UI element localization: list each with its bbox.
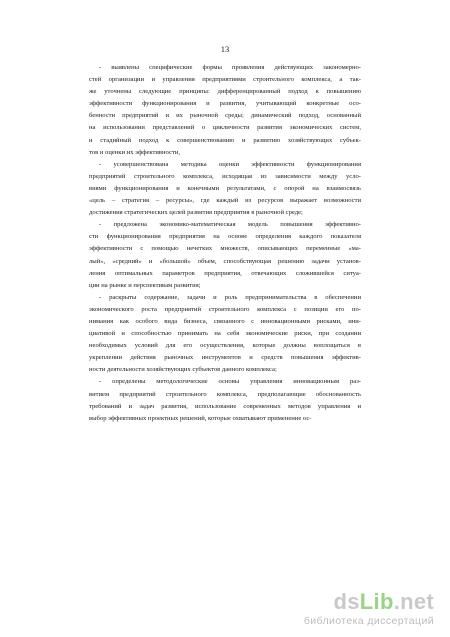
body-text	[89, 62, 361, 425]
paragraph	[89, 62, 361, 159]
text-line: лый», «средний» и «большой» объем, способствующая решению задачи установ-	[89, 257, 361, 265]
text-line: укреплении действия рыночных инструментов и средств повышения эффектив-	[89, 354, 361, 362]
text-line: на использовании представлений о цикличности развития экономических систем,	[89, 124, 361, 132]
text-line: ности деятельности хозяйствующих субъектов данного комплекса;	[89, 366, 277, 374]
text-line: выбор эффективных проектных решений, которые охватывают применение ос-	[89, 414, 312, 422]
watermark-logo-lib: Lib	[359, 589, 394, 614]
text-line: - раскрыты содержание, задачи и роль предпринимательства в обеспечении	[99, 293, 361, 301]
text-line: тов и оценки их эффективности,	[89, 148, 181, 156]
watermark-logo	[334, 589, 434, 615]
paragraph	[89, 219, 361, 292]
text-line: же уточнены следующие принципы: дифференцированный подход к повышению	[89, 88, 361, 96]
text-line: предприятий строительного комплекса, исходящая из зависимости между усло-	[89, 172, 361, 180]
text-line: ции на рынке и перспективам развития;	[89, 281, 201, 289]
text-line: - определены методологические основы управления инновационным раз-	[99, 378, 361, 386]
text-line: экономического роста предприятий строительного комплекса с позиции его по-	[89, 305, 361, 313]
text-line: эффективности функционирования и развития, учитывающий конкретные осо-	[89, 100, 361, 108]
text-line: бенности предприятий и их рыночной среды; динамический подход, основанный	[89, 112, 361, 120]
watermark-logo-net: .net	[393, 589, 434, 614]
text-line: требований и задач развития, использование современных методов управления и	[89, 402, 361, 410]
paragraph	[89, 159, 361, 219]
watermark-logo-ds: ds	[333, 589, 360, 614]
text-line: стей организации и управления предприятиями строительного комплекса, а так-	[89, 76, 361, 84]
text-line: необходимых условий для его осуществления, которые должны воплощаться в	[89, 342, 361, 350]
text-line: витием предприятий строительного комплекса, предполагающие обоснованность	[89, 390, 361, 398]
text-line: нимания как особого вида бизнеса, связанного с инновационными рисками, ини-	[89, 317, 361, 325]
text-line: и стадийный подход к совершенствованию и развитию хозяйствующих субъек-	[89, 136, 361, 144]
page-number: 13	[220, 44, 230, 54]
text-line: - выявлены специфические формы проявления действующих закономерно-	[99, 64, 361, 71]
text-line: сти функционирования предприятия на основе определения каждого показателя	[89, 233, 361, 241]
text-line: ления оптимальных параметров предприятия, отвечающих сложившейся ситуа-	[89, 269, 361, 277]
text-line: эффективности с помощью нечетких множеств, описывающих переменные «ма-	[89, 245, 361, 253]
paragraph	[89, 292, 361, 377]
text-line: - предложена экономико-математическая модель повышения эффективно-	[99, 221, 361, 229]
text-line: виями функционирования и конечными результатами, с опорой на взаимосвязь	[89, 184, 361, 192]
text-line: «цель – стратегия – ресурсы», где каждый из ресурсов выражает возможности	[89, 197, 361, 205]
watermark-tagline: библиотека диссертаций	[303, 615, 434, 627]
dslib-watermark	[274, 589, 434, 629]
text-line: циативой и способностью принимать на себя экономические риски, при создании	[89, 330, 361, 338]
text-line: - усовершенствована методика оценки эффективности функционирования	[99, 160, 361, 168]
text-line: достижения стратегических целей развития предприятия в рыночной среде;	[89, 209, 303, 217]
paragraph	[89, 376, 361, 424]
